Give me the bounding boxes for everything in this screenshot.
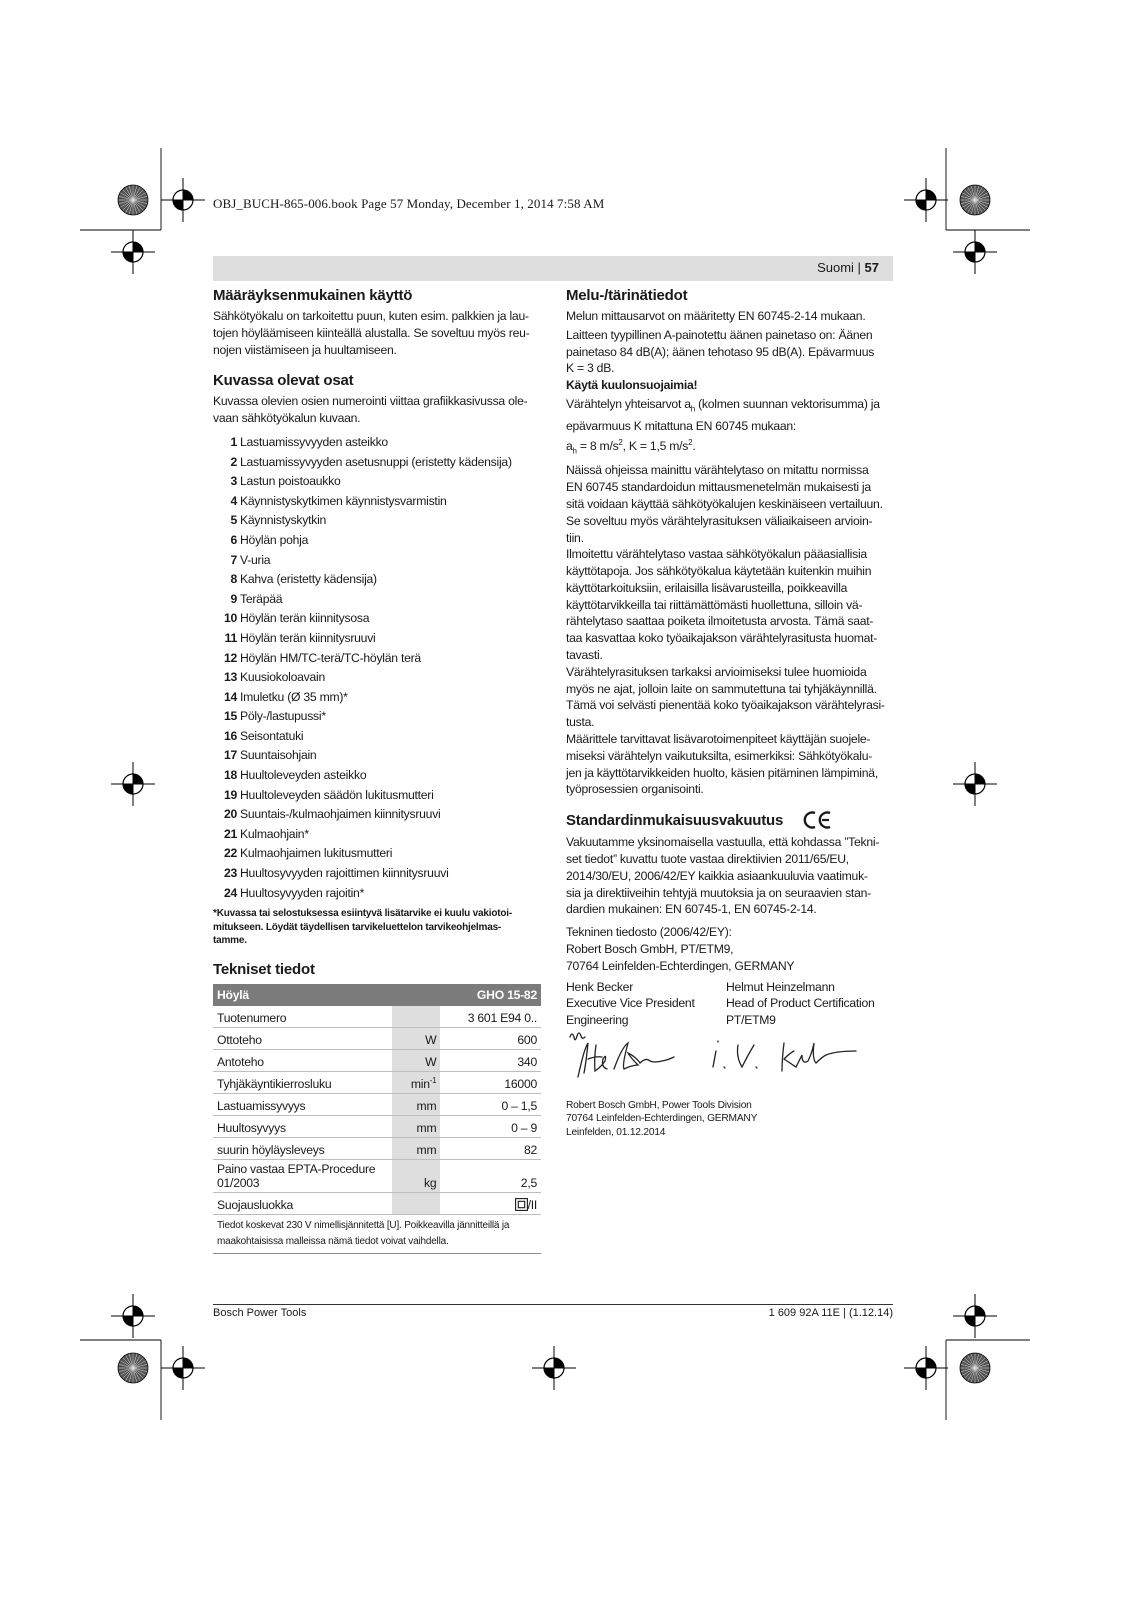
specs-section xyxy=(213,961,541,1254)
part-name: Kahva (eristetty kädensija) xyxy=(240,572,377,587)
left-column xyxy=(213,287,541,1254)
part-number: 12 xyxy=(223,650,237,665)
part-number: 20 xyxy=(223,807,237,822)
part-number: 24 xyxy=(223,885,237,900)
spec-value: 600 xyxy=(440,1028,541,1050)
part-name: Höylän pohja xyxy=(240,532,309,547)
right-column xyxy=(566,287,894,1139)
double-insulation-icon xyxy=(515,1198,528,1211)
specs-heading: Tekniset tiedot xyxy=(213,961,315,979)
part-name: Käynnistyskytkimen käynnistysvarmistin xyxy=(240,493,447,508)
parts-list-item xyxy=(213,864,541,884)
part-number: 6 xyxy=(230,532,237,547)
footer-brand: Bosch Power Tools xyxy=(213,1307,307,1319)
parts-list-item xyxy=(213,805,541,825)
spec-value: 82 xyxy=(440,1138,541,1160)
part-number: 1 xyxy=(230,434,237,449)
conformity-section xyxy=(566,810,894,1139)
parts-list-item xyxy=(213,707,541,727)
part-name: Käynnistyskytkin xyxy=(240,513,327,528)
part-name: Lastuamissyvyyden asteikko xyxy=(240,434,388,449)
intended-use-text: Sähkötyökalu on tarkoitettu puun, kuten esim. palkkien ja lau- tojen höyläämiseen kiinteällä alustalla. Se soveltuu myös reu- nojen viistämiseen ja huultamiseen. xyxy=(213,309,530,357)
part-name: Höylän terän kiinnitysruuvi xyxy=(240,630,376,645)
spec-row xyxy=(213,1050,541,1072)
spec-value: 340 xyxy=(440,1050,541,1072)
specs-footnote: Tiedot koskevat 230 V nimellisjännitettä [U]. Poikkeavilla jännitteillä ja maakohtaisissa malleissa nämä tiedot voivat vaihdella. xyxy=(213,1215,541,1254)
registration-target xyxy=(532,1346,576,1390)
spec-value: 3 601 E94 0.. xyxy=(440,1006,541,1028)
star-mark xyxy=(960,1353,990,1383)
registration-target xyxy=(111,230,155,274)
parts-list-item xyxy=(213,511,541,531)
signers xyxy=(566,979,894,1029)
part-number: 8 xyxy=(230,572,237,587)
parts-list-item xyxy=(213,453,541,473)
part-name: Huultoleveyden säädön lukitusmutteri xyxy=(240,787,434,802)
part-number: 2 xyxy=(230,454,237,469)
registration-target xyxy=(953,1294,997,1338)
parts-list-item xyxy=(213,688,541,708)
parts-list-item xyxy=(213,531,541,551)
parts-intro: Kuvassa olevien osien numerointi viittaa grafiikkasivussa ole- vaan sähkötyökalun kuvaan. xyxy=(213,394,528,426)
part-name: Suuntaisohjain xyxy=(240,748,317,763)
part-name: Kuusiokoloavain xyxy=(240,670,326,685)
part-name: Kulmaohjain* xyxy=(240,826,309,841)
part-number: 3 xyxy=(230,474,237,489)
spec-unit: mm xyxy=(392,1094,440,1116)
part-number: 18 xyxy=(223,768,237,783)
part-name: Seisontatuki xyxy=(240,728,304,743)
part-name: Höylän HM/TC-terä/TC-höylän terä xyxy=(240,650,421,665)
star-mark xyxy=(118,185,148,215)
parts-list-item xyxy=(213,786,541,806)
part-name: Kulmaohjaimen lukitusmutteri xyxy=(240,846,393,861)
spec-row xyxy=(213,1116,541,1138)
company-address: Robert Bosch GmbH, Power Tools Division 70764 Leinfelden-Echterdingen, GERMANY Leinfelden, 01.12.2014 xyxy=(566,1100,758,1138)
part-number: 17 xyxy=(223,748,237,763)
parts-list-item xyxy=(213,472,541,492)
parts-list-item xyxy=(213,825,541,845)
part-name: Suuntais-/kulmaohjaimen kiinnitysruuvi xyxy=(240,807,441,822)
vibration-p5: Ilmoitettu värähtelytaso vastaa sähkötyökalun pääasiallisia käyttötapoja. Jos sähkötyökalua käytetään kuitenkin muihin käyttötarkoituksiin, erilaisilla lisävarusteilla, poikkeavilla käyttötarvikkeilla tai riittämättömästi huollettuna, silloin vä- rähtelytaso saattaa poiketa ilmoitetusta arvosta. Tämä saat- taa kasvattaa koko työaikajakson värähtelyrasitusta huomat- tavasti. xyxy=(566,547,878,663)
conformity-heading: Standardinmukaisuusvakuutus xyxy=(566,810,894,830)
specs-col-model: GHO 15-82 xyxy=(440,984,541,1006)
spec-unit: W xyxy=(392,1050,440,1072)
parts-list-item xyxy=(213,668,541,688)
part-number: 15 xyxy=(223,709,237,724)
noise-section xyxy=(566,287,894,798)
registration-target xyxy=(161,178,205,222)
signer-1: Henk Becker Executive Vice President Engineering xyxy=(566,979,695,1028)
parts-list xyxy=(213,433,541,903)
spec-label: Tuotenumero xyxy=(213,1006,392,1028)
registration-target xyxy=(904,1346,948,1390)
vibration-p4: Näissä ohjeissa mainittu värähtelytaso on mitattu normissa EN 60745 standardoidun mittausmenetelmän mukaisesti ja sitä voidaan käyttää sähkötyökalujen keskinäiseen vertailuun. Se soveltuu myös värähtelyrasituksen väliaikaiseen arvioin- tiin. xyxy=(566,463,883,545)
handwritten-signatures xyxy=(566,1029,886,1089)
vibration-p6: Värähtelyrasituksen tarkaksi arvioimiseksi tulee huomioida myös ne ajat, jolloin laite on sammutettuna tai tyhjäkäynnillä. Tämä voi selvästi pienentää koko työaikajakson värähtelyrasi- tusta. xyxy=(566,664,885,730)
part-name: Lastun poistoaukko xyxy=(240,474,341,489)
part-number: 21 xyxy=(223,826,237,841)
part-name: Imuletku (Ø 35 mm)* xyxy=(240,689,348,704)
noise-heading: Melu-/tärinätiedot xyxy=(566,287,688,304)
spec-label: Suojausluokka xyxy=(213,1193,392,1215)
parts-list-item xyxy=(213,570,541,590)
accessory-note: *Kuvassa tai selostuksessa esiintyvä lisätarvike ei kuulu vakiotoi- mitukseen. Löydät täydellisen tarvikeluettelon tarvikeohjelmas- tamme. xyxy=(213,908,512,947)
part-number: 22 xyxy=(223,846,237,861)
vibration-p7: Määrittele tarvittavat lisävarotoimenpiteet käyttäjän suojele- miseksi värähtelyn vaikutuksilta, esimerkiksi: Sähkötyökalu- jen ja käyttötarvikkeiden huolto, käsien pitäminen lämpiminä, työprosessien organisointi. xyxy=(566,732,878,797)
hearing-protection-warning: Käytä kuulonsuojaimia! xyxy=(566,378,698,393)
part-name: Höylän terän kiinnitysosa xyxy=(240,611,370,626)
spec-value: 2,5 xyxy=(440,1160,541,1193)
noise-p1: Melun mittausarvot on määritetty EN 60745-2-14 mukaan. xyxy=(566,309,866,323)
spec-value: /II xyxy=(440,1193,541,1215)
parts-list-item xyxy=(213,551,541,571)
tech-file: Tekninen tiedosto (2006/42/EY): Robert Bosch GmbH, PT/ETM9, 70764 Leinfelden-Echterdingen, GERMANY xyxy=(566,925,795,973)
part-number: 16 xyxy=(223,728,237,743)
registration-target xyxy=(161,1346,205,1390)
star-mark xyxy=(118,1353,148,1383)
part-name: Huultoleveyden asteikko xyxy=(240,768,367,783)
spec-row xyxy=(213,1006,541,1028)
spec-label: Paino vastaa EPTA-Procedure 01/2003 xyxy=(213,1160,392,1193)
spec-row xyxy=(213,1160,541,1193)
footer-doc-number: 1 609 92A 11E | (1.12.14) xyxy=(768,1307,893,1319)
spec-unit xyxy=(392,1006,440,1028)
part-number: 14 xyxy=(223,689,237,704)
part-number: 5 xyxy=(230,513,237,528)
vibration-values: Värähtelyn yhteisarvot $a_h$ (kolmen suunnan vektorisumma) ja epävarmuus K mitattuna EN 60745 mukaan: $a_h = 8$ $m/s^2$, K = 1,5 $m/s^2$. xyxy=(566,396,880,456)
part-number: 13 xyxy=(223,670,237,685)
part-number: 7 xyxy=(230,552,237,567)
parts-list-item xyxy=(213,727,541,747)
spec-row xyxy=(213,1028,541,1050)
spec-label: Tyhjäkäyntikierrosluku xyxy=(213,1072,392,1094)
parts-list-item xyxy=(213,844,541,864)
conformity-p1: Vakuutamme yksinomaisella vastuulla, että kohdassa ”Tekni- set tiedot” kuvattu tuote vastaa direktiivien 2011/65/EU, 2014/30/EU, 2006/42/EY kaikkia asiaankuuluvia vaatimuk- sia ja direktiiveihin tehtyjä muutoksia ja on seuraavien stan- dardien mukainen: EN 60745-1, EN 60745-2-14. xyxy=(566,835,880,917)
footer-rule xyxy=(213,1304,893,1305)
part-number: 19 xyxy=(223,787,237,802)
intended-use-heading: Määräyksenmukainen käyttö xyxy=(213,287,413,304)
registration-target xyxy=(953,762,997,806)
part-name: Lastuamissyvyyden asetusnuppi (eristetty kädensija) xyxy=(240,454,512,469)
page-header-bar xyxy=(213,256,893,281)
part-name: Teräpää xyxy=(240,591,283,606)
parts-list-item xyxy=(213,609,541,629)
parts-list-item xyxy=(213,433,541,453)
spec-unit: W xyxy=(392,1028,440,1050)
parts-list-item xyxy=(213,492,541,512)
spec-unit: mm xyxy=(392,1138,440,1160)
part-number: 4 xyxy=(230,493,237,508)
parts-section xyxy=(213,372,541,947)
spec-label: suurin höyläysleveys xyxy=(213,1138,392,1160)
spec-unit: $\min^{-1}$ xyxy=(392,1072,440,1094)
page-number: 57 xyxy=(864,260,879,275)
intended-use-section xyxy=(213,287,541,358)
part-name: Huultosyvyyden rajoitin* xyxy=(240,885,365,900)
spec-unit: mm xyxy=(392,1116,440,1138)
spec-unit: kg xyxy=(392,1160,440,1193)
part-number: 11 xyxy=(224,630,237,645)
spec-value: 0 – 1,5 xyxy=(440,1094,541,1116)
print-info-line: OBJ_BUCH-865-006.book Page 57 Monday, December 1, 2014 7:58 AM xyxy=(213,196,605,211)
specs-col-label: Höylä xyxy=(213,984,440,1006)
part-number: 10 xyxy=(223,611,237,626)
registration-target xyxy=(111,1294,155,1338)
parts-heading: Kuvassa olevat osat xyxy=(213,372,354,390)
registration-target xyxy=(904,178,948,222)
spec-value: 16000 xyxy=(440,1072,541,1094)
spec-label: Antoteho xyxy=(213,1050,392,1072)
part-name: V-uria xyxy=(240,552,271,567)
ce-mark-icon xyxy=(803,810,833,830)
parts-list-item xyxy=(213,629,541,649)
parts-list-item xyxy=(213,746,541,766)
specs-table xyxy=(213,984,541,1215)
noise-p2: Laitteen tyypillinen A-painotettu äänen painetaso on: Äänen painetaso 84 dB(A); äänen tehotaso 95 dB(A). Epävarmuus K = 3 dB. xyxy=(566,327,875,376)
parts-list-item xyxy=(213,766,541,786)
parts-list-item xyxy=(213,590,541,610)
spec-row xyxy=(213,1094,541,1116)
part-number: 9 xyxy=(230,591,237,606)
registration-target xyxy=(111,762,155,806)
part-name: Pöly-/lastupussi* xyxy=(240,709,326,724)
header-section: Suomi | xyxy=(817,260,861,275)
parts-list-item xyxy=(213,649,541,669)
parts-list-item xyxy=(213,884,541,904)
part-name: Huultosyvyyden rajoittimen kiinnitysruuvi xyxy=(240,866,449,881)
star-mark xyxy=(960,185,990,215)
spec-label: Lastuamissyvyys xyxy=(213,1094,392,1116)
spec-value: 0 – 9 xyxy=(440,1116,541,1138)
spec-row xyxy=(213,1072,541,1094)
part-number: 23 xyxy=(223,866,237,881)
spec-unit xyxy=(392,1193,440,1215)
spec-label: Huultosyvyys xyxy=(213,1116,392,1138)
registration-target xyxy=(953,230,997,274)
spec-row xyxy=(213,1138,541,1160)
spec-row xyxy=(213,1193,541,1215)
page-header xyxy=(817,260,879,275)
signer-2: Helmut Heinzelmann Head of Product Certification PT/ETM9 xyxy=(726,979,875,1028)
spec-label: Ottoteho xyxy=(213,1028,392,1050)
